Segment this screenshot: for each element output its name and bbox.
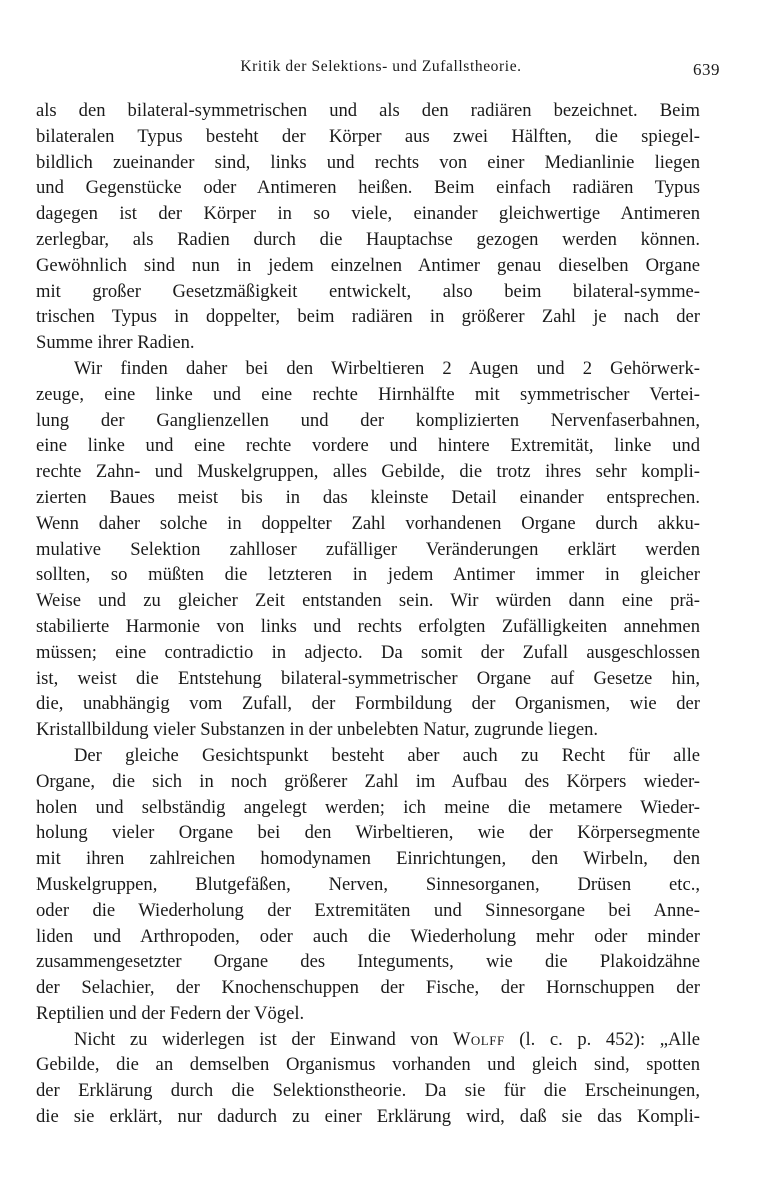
text-line: bilateralen Typus besteht der Körper aus zwei Hälften, die spiegel- (36, 125, 700, 147)
running-header-title: Kritik der Selektions- und Zufallstheorie. (240, 58, 522, 75)
text-line: zierten Baues meist bis in das kleinste Detail einander entsprechen. (36, 486, 700, 508)
text-line: mit großer Gesetzmäßigkeit entwickelt, also beim bilateral-symme- (36, 280, 700, 302)
text-line: und Gegenstücke oder Antimeren heißen. Beim einfach radiären Typus (36, 177, 700, 199)
line-text-after-author: (l. c. p. 452): „Alle (504, 1028, 700, 1050)
text-line: zerlegbar, als Radien durch die Hauptachse gezogen werden können. (36, 228, 700, 250)
text-line: Weise und zu gleicher Zeit entstanden sein. Wir würden dann eine prä- (36, 590, 700, 612)
text-line: ist, weist die Entstehung bilateral-symmetrischer Organe auf Gesetze hin, (36, 667, 700, 689)
text-line: Der gleiche Gesichtspunkt besteht aber auch zu Recht für alle (74, 744, 700, 766)
text-line: Gebilde, die an demselben Organismus vorhanden und gleich sind, spotten (36, 1054, 700, 1076)
text-line: stabilierte Harmonie von links und rechts erfolgten Zufälligkeiten annehmen (36, 615, 700, 637)
text-line: holung vieler Organe bei den Wirbeltieren, wie der Körpersegmente (36, 822, 700, 844)
text-line: eine linke und eine rechte vordere und hintere Extremität, linke und (36, 435, 700, 457)
text-line: trischen Typus in doppelter, beim radiären in größerer Zahl je nach der (36, 306, 700, 328)
text-line: Wenn daher solche in doppelter Zahl vorhandenen Organe durch akku- (36, 512, 700, 534)
text-line: der Erklärung durch die Selektionstheorie. Da sie für die Erscheinungen, (36, 1080, 700, 1102)
text-line: Organe, die sich in noch größerer Zahl im Aufbau des Körpers wieder- (36, 770, 700, 792)
text-line: Gewöhnlich sind nun in jedem einzelnen Antimer genau dieselben Organe (36, 254, 700, 276)
text-line: holen und selbständig angelegt werden; ich meine die metamere Wieder- (36, 796, 700, 818)
text-line: Kristallbildung vieler Substanzen in der unbelebten Natur, zugrunde liegen. (36, 719, 599, 741)
text-line: dagegen ist der Körper in so viele, einander gleichwertige Antimeren (36, 203, 700, 225)
text-line: die sie erklärt, nur dadurch zu einer Erklärung wird, daß sie das Kompli- (36, 1106, 700, 1128)
text-line: müssen; eine contradictio in adjecto. Da somit der Zufall ausgeschlossen (36, 641, 700, 663)
text-line: liden und Arthropoden, oder auch die Wiederholung mehr oder minder (36, 925, 700, 947)
text-line: lung der Ganglienzellen und der komplizierten Nervenfaserbahnen, (36, 409, 700, 431)
text-line: Reptilien und der Federn der Vögel. (36, 1002, 305, 1024)
text-line: zusammengesetzter Organe des Integuments, wie die Plakoidzähne (36, 951, 700, 973)
text-line: Summe ihrer Radien. (36, 332, 195, 354)
text-line: sollten, so müßten die letzteren in jedem Antimer immer in gleicher (36, 564, 700, 586)
text-line: Muskelgruppen, Blutgefäßen, Nerven, Sinnesorganen, Drüsen etc., (36, 873, 700, 895)
text-line: mit ihren zahlreichen homodynamen Einrichtungen, den Wirbeln, den (36, 848, 700, 870)
body-text (36, 98, 700, 1130)
text-line: der Selachier, der Knochenschuppen der Fische, der Hornschuppen der (36, 977, 700, 999)
text-line: bildlich zueinander sind, links und rechts von einer Medianlinie liegen (36, 151, 700, 173)
text-line: zeuge, eine linke und eine rechte Hirnhälfte mit symmetrischer Vertei- (36, 383, 700, 405)
text-line (36, 1027, 700, 1053)
author-name: Wolff (452, 1028, 505, 1050)
running-header (36, 58, 726, 84)
text-line: mulative Selektion zahlloser zufälliger Veränderungen erklärt werden (36, 538, 700, 560)
text-line: Wir finden daher bei den Wirbeltieren 2 Augen und 2 Gehörwerk- (74, 357, 700, 379)
text-line: rechte Zahn- und Muskelgruppen, alles Gebilde, die trotz ihres sehr kompli- (36, 461, 700, 483)
text-line: als den bilateral-symmetrischen und als den radiären bezeichnet. Beim (36, 100, 700, 121)
page-number: 639 (693, 60, 720, 79)
text-line: oder die Wiederholung der Extremitäten und Sinnesorgane bei Anne- (36, 899, 700, 921)
line-text-before-author: Nicht zu widerlegen ist der Einwand von (74, 1028, 453, 1050)
text-line: die, unabhängig vom Zufall, der Formbildung der Organismen, wie der (36, 693, 700, 715)
